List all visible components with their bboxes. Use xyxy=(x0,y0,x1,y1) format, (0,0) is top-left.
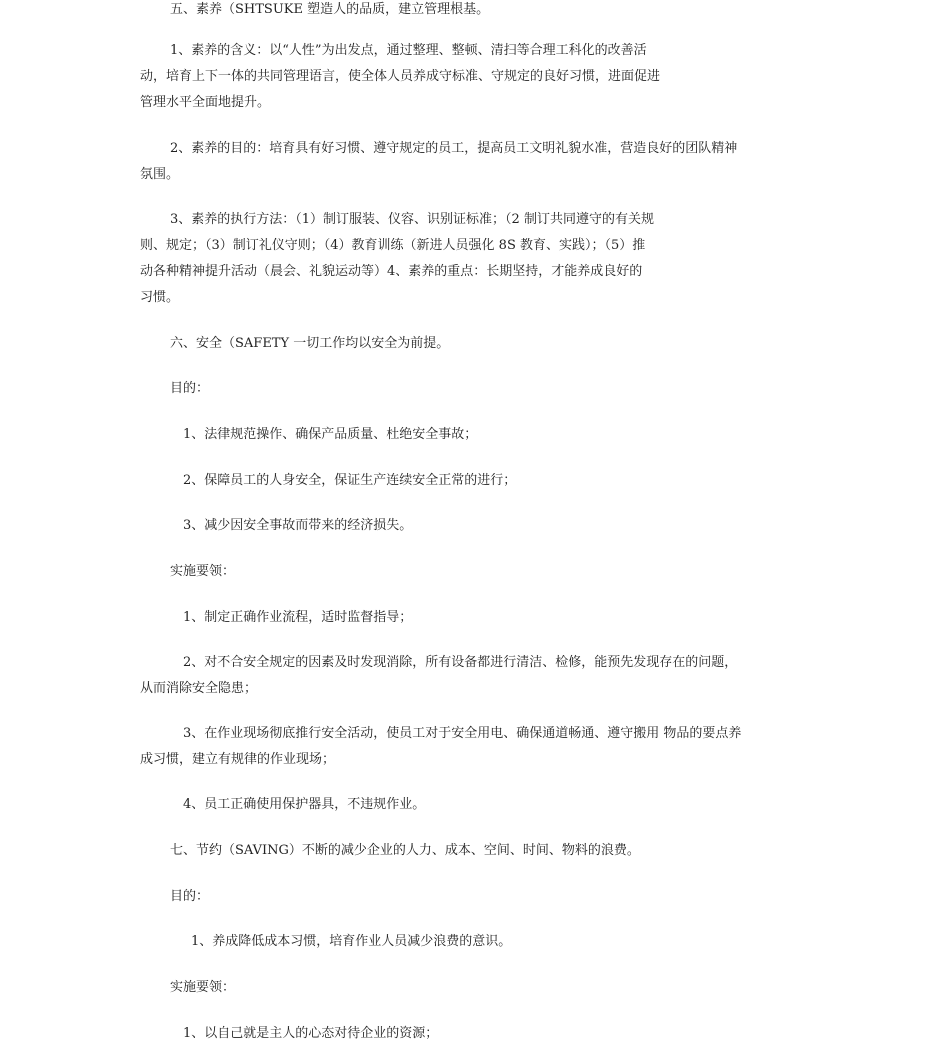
paragraph-line: 氛围。 xyxy=(140,167,180,182)
list-item: 2、对不合安全规定的因素及时发现消除，所有设备都进行清洁、检修，能预先发现存在的问题， xyxy=(183,655,738,670)
subheading-purpose: 目的： xyxy=(170,381,210,396)
list-item: 1、以自己就是主人的心态对待企业的资源； xyxy=(183,1026,439,1041)
list-item-continuation: 从而消除安全隐患； xyxy=(140,681,258,696)
paragraph-line: 3、素养的执行方法：（1）制订服装、仪容、识别证标准；（2 制订共同遵守的有关规 xyxy=(170,212,654,227)
section-heading-6: 六、安全（SAFETY 一切工作均以安全为前提。 xyxy=(170,336,450,351)
list-item-continuation: 成习惯，建立有规律的作业现场； xyxy=(140,752,336,767)
paragraph-line: 则、规定；（3）制订礼仪守则；（4）教育训练（新进人员强化 8S 教育、实践）；（5）推 xyxy=(140,238,646,253)
list-item: 1、制定正确作业流程，适时监督指导； xyxy=(183,610,413,625)
section-heading-5: 五、素养（SHTSUKE 塑造人的品质，建立管理根基。 xyxy=(170,2,490,17)
subheading-key-points: 实施要领： xyxy=(170,564,236,579)
paragraph-line: 2、素养的目的：培育具有好习惯、遵守规定的员工，提高员工文明礼貌水准，营造良好的团队精神 xyxy=(170,141,738,156)
paragraph-line: 管理水平全面地提升。 xyxy=(140,95,271,110)
paragraph-line: 动，培育上下一体的共同管理语言，使全体人员养成守标准、守规定的良好习惯，进面促进 xyxy=(140,69,661,84)
section-heading-7: 七、节约（SAVING）不断的减少企业的人力、成本、空间、时间、物料的浪费。 xyxy=(170,843,640,858)
paragraph-line: 动各种精神提升活动（晨会、礼貌运动等）4、素养的重点：长期坚持，才能养成良好的 xyxy=(140,264,643,279)
list-item: 1、法律规范操作、确保产品质量、杜绝安全事故； xyxy=(183,427,478,442)
list-item: 3、减少因安全事故而带来的经济损失。 xyxy=(183,518,413,533)
paragraph-line: 1、素养的含义：以“人性”为出发点，通过整理、整顿、清扫等合理工科化的改善活 xyxy=(170,43,647,58)
subheading-key-points: 实施要领： xyxy=(170,980,236,995)
list-item: 3、在作业现场彻底推行安全活动，使员工对于安全用电、确保通道畅通、遵守搬用 物品的要点养 xyxy=(183,726,742,741)
subheading-purpose: 目的： xyxy=(170,889,210,904)
list-item: 2、保障员工的人身安全，保证生产连续安全正常的进行； xyxy=(183,473,517,488)
list-item: 1、养成降低成本习惯，培育作业人员减少浪费的意识。 xyxy=(191,934,512,949)
paragraph-line: 习惯。 xyxy=(140,290,180,305)
list-item: 4、员工正确使用保护器具，不违规作业。 xyxy=(183,797,426,812)
